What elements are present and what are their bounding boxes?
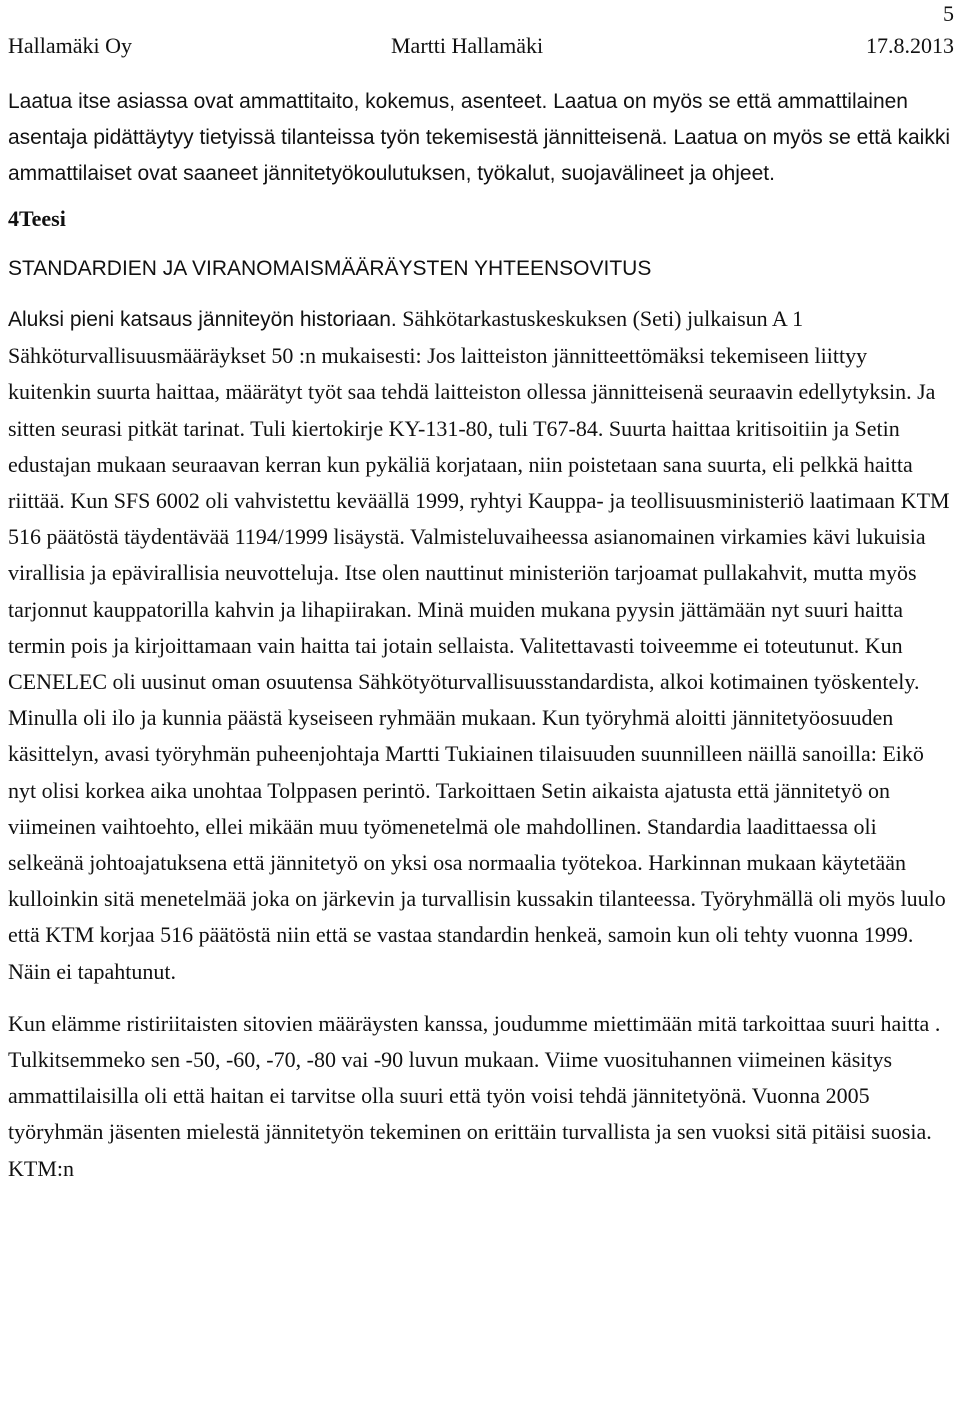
thesis-label: 4Teesi: [8, 205, 66, 231]
intro-paragraph: Laatua itse asiassa ovat ammattitaito, kokemus, asenteet. Laatua on myös se että ammattilainen asentaja pidättäytyy tietyissä tilanteissa työn tekemisestä jännitteisenä. Laatua on myös se että kaikki ammattilaiset ovat saaneet jännitetyökoulutuksen, työkalut, suojavälineet ja ohjeet.: [8, 90, 951, 186]
history-lead: Aluksi pieni katsaus jänniteyön historiaan.: [8, 308, 397, 332]
closing-paragraph: Kun elämme ristiriitaisten sitovien määräysten kanssa, joudumme miettimään mitä tarkoittaa suuri haitta . Tulkitsemmeko sen -50, -60, -70, -80 vai -90 luvun mukaan. Viime vuosituhannen viimeinen käsitys ammattilaisilla oli että haitan ei tarvitse olla suuri että työn voisi tehdä jännitetyönä. Vuonna 2005 työryhmän jäsenten mielestä jännitetyön tekeminen on erittäin turvallista ja sen vuoksi sitä pitäisi suosia. KTM:n: [8, 1010, 941, 1181]
section-title: STANDARDIEN JA VIRANOMAISMÄÄRÄYSTEN YHTEENSOVITUS: [8, 256, 652, 280]
header-date: 17.8.2013: [866, 33, 954, 58]
page-number: 5: [943, 1, 954, 26]
header-company: Hallamäki Oy: [8, 33, 133, 58]
history-paragraph: [8, 301, 950, 990]
header-author: Martti Hallamäki: [391, 33, 544, 58]
document-body: [8, 84, 950, 1187]
page-header: [8, 30, 954, 62]
history-body: Sähkötarkastuskeskuksen (Seti) julkaisun A 1 Sähköturvallisuusmääräykset 50 :n mukaisesti: Jos laitteiston jännitteettömäksi tekemiseen liittyy kuitenkin suurta haittaa, määrätyt työt saa tehdä laitteiston ollessa jännitteisenä seuraavin edellytyksin. Ja sitten seurasi pitkät tarinat. Tuli kiertokirje KY-131-80, tuli T67-84. Suurta haittaa kritisoitiin ja Setin edustajan mukaan seuraavan kerran kun pykäliä korjataan, niin poistetaan sana suurta, eli pelkkä haitta riittää. Kun SFS 6002 oli vahvistettu keväällä 1999, ryhtyi Kauppa- ja teollisuusministeriö laatimaan KTM 516 päätöstä täydentävää 1194/1999 lisäystä. Valmisteluvaiheessa asianomainen virkamies kävi lukuisia virallisia ja epävirallisia neuvotteluja. Itse olen nauttinut ministeriön tarjoamat pullakahvit, mutta myös tarjonnut kauppatorilla kahvin ja lihapiirakan. Minä muiden mukana pyysin jättämään nyt suuri haitta termin pois ja kirjoittamaan vain haitta tai jotain sellaista. Valitettavasti toiveemme ei toteutunut. Kun CENELEC oli uusinut oman osuutensa Sähkötyöturvallisuusstandardista, alkoi kotimainen työskentely. Minulla oli ilo ja kunnia päästä kyseiseen ryhmään mukaan. Kun työryhmä aloitti jännitetyöosuuden käsittelyn, avasi työryhmän puheenjohtaja Martti Tukiainen tilaisuuden suunnilleen näillä sanoilla: Eikö nyt olisi korkea aika unohtaa Tolppasen perintö. Tarkoittaen Setin aikaista ajatusta että jännitetyö on viimeinen vaihtoehto, ellei mikään muu työmenetelmä ole mahdollinen. Standardia laadittaessa oli selkeänä johtoajatuksena että jännitetyö on yksi osa normaalia työtekoa. Harkinnan mukaan käytetään kulloinkin sitä menetelmää joka on järkevin ja turvallisin kussakin tilanteessa. Työryhmällä oli myös luulo että KTM korjaa 516 päätöstä niin että se vastaa standardin henkeä, samoin kun oli tehty vuonna 1999. Näin ei tapahtunut.: [8, 306, 950, 984]
